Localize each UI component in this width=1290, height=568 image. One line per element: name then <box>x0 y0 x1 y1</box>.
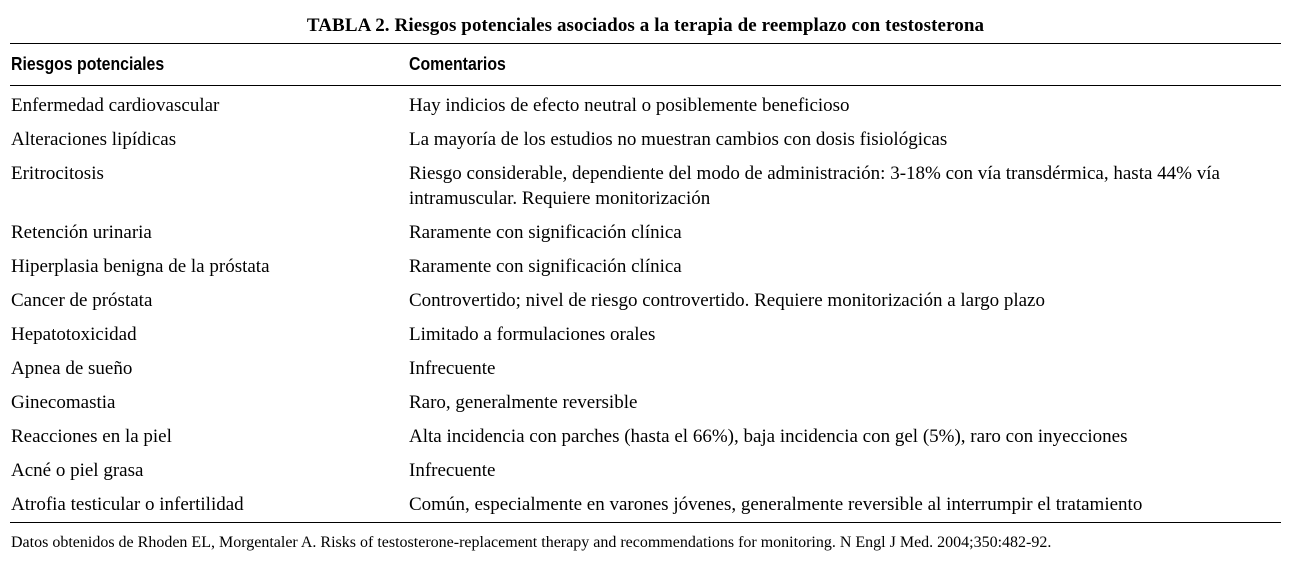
risk-cell: Acné o piel grasa <box>11 460 144 481</box>
table-row <box>10 216 1281 250</box>
table-row <box>10 454 1281 488</box>
comment-cell: Común, especialmente en varones jóvenes, generalmente reversible al interrumpir el tratamiento <box>409 494 1143 515</box>
table-title: TABLA 2. Riesgos potenciales asociados a la terapia de reemplazo con testosterona <box>306 15 985 36</box>
table-row <box>10 352 1281 386</box>
risk-cell: Alteraciones lipídicas <box>11 129 177 150</box>
table-footnote: Datos obtenidos de Rhoden EL, Morgentaler A. Risks of testosterone-replacement therapy and recommendations for monitoring. N Engl J Med. 2004;350:482-92. <box>11 534 1052 551</box>
comment-cell: Controvertido; nivel de riesgo controvertido. Requiere monitorización a largo plazo <box>409 290 1045 311</box>
table-row <box>10 318 1281 352</box>
risk-cell: Hepatotoxicidad <box>11 324 137 345</box>
risk-cell: Enfermedad cardiovascular <box>11 95 220 116</box>
comment-cell: Riesgo considerable, dependiente del modo de administración: 3-18% con vía transdérmica, hasta 44% vía intramuscular. Requiere monitorización <box>409 163 1220 209</box>
comment-cell: Raro, generalmente reversible <box>409 392 638 413</box>
comment-cell: Infrecuente <box>409 358 496 379</box>
risk-cell: Ginecomastia <box>11 392 116 413</box>
risk-cell: Eritrocitosis <box>11 163 104 184</box>
risk-table <box>10 0 1281 554</box>
header-comment: Comentarios <box>409 54 506 74</box>
table-row <box>10 488 1281 522</box>
risk-cell: Reacciones en la piel <box>11 426 172 447</box>
table-row <box>10 250 1281 284</box>
risk-cell: Retención urinaria <box>11 222 152 243</box>
comment-cell: Alta incidencia con parches (hasta el 66%), baja incidencia con gel (5%), raro con inyecciones <box>409 426 1128 447</box>
comment-cell: Limitado a formulaciones orales <box>409 324 656 345</box>
table-row <box>10 284 1281 318</box>
risk-cell: Cancer de próstata <box>11 290 153 311</box>
table-row <box>10 420 1281 454</box>
table-body <box>10 86 1281 522</box>
comment-cell: Raramente con significación clínica <box>409 222 682 243</box>
table-row <box>10 386 1281 420</box>
header-row <box>10 44 1281 85</box>
header-comment-cell <box>409 54 1281 75</box>
comment-cell: Raramente con significación clínica <box>409 256 682 277</box>
comment-cell: La mayoría de los estudios no muestran cambios con dosis fisiológicas <box>409 129 948 150</box>
risk-cell: Atrofia testicular o infertilidad <box>11 494 244 515</box>
risk-cell: Apnea de sueño <box>11 358 133 379</box>
header-risk: Riesgos potenciales <box>11 54 165 74</box>
header-risk-cell <box>10 54 409 75</box>
comment-cell: Hay indicios de efecto neutral o posiblemente beneficioso <box>409 95 850 116</box>
table-row <box>10 89 1281 123</box>
risk-cell: Hiperplasia benigna de la próstata <box>11 256 270 277</box>
table-row <box>10 123 1281 157</box>
comment-cell: Infrecuente <box>409 460 496 481</box>
table-row <box>10 157 1281 216</box>
